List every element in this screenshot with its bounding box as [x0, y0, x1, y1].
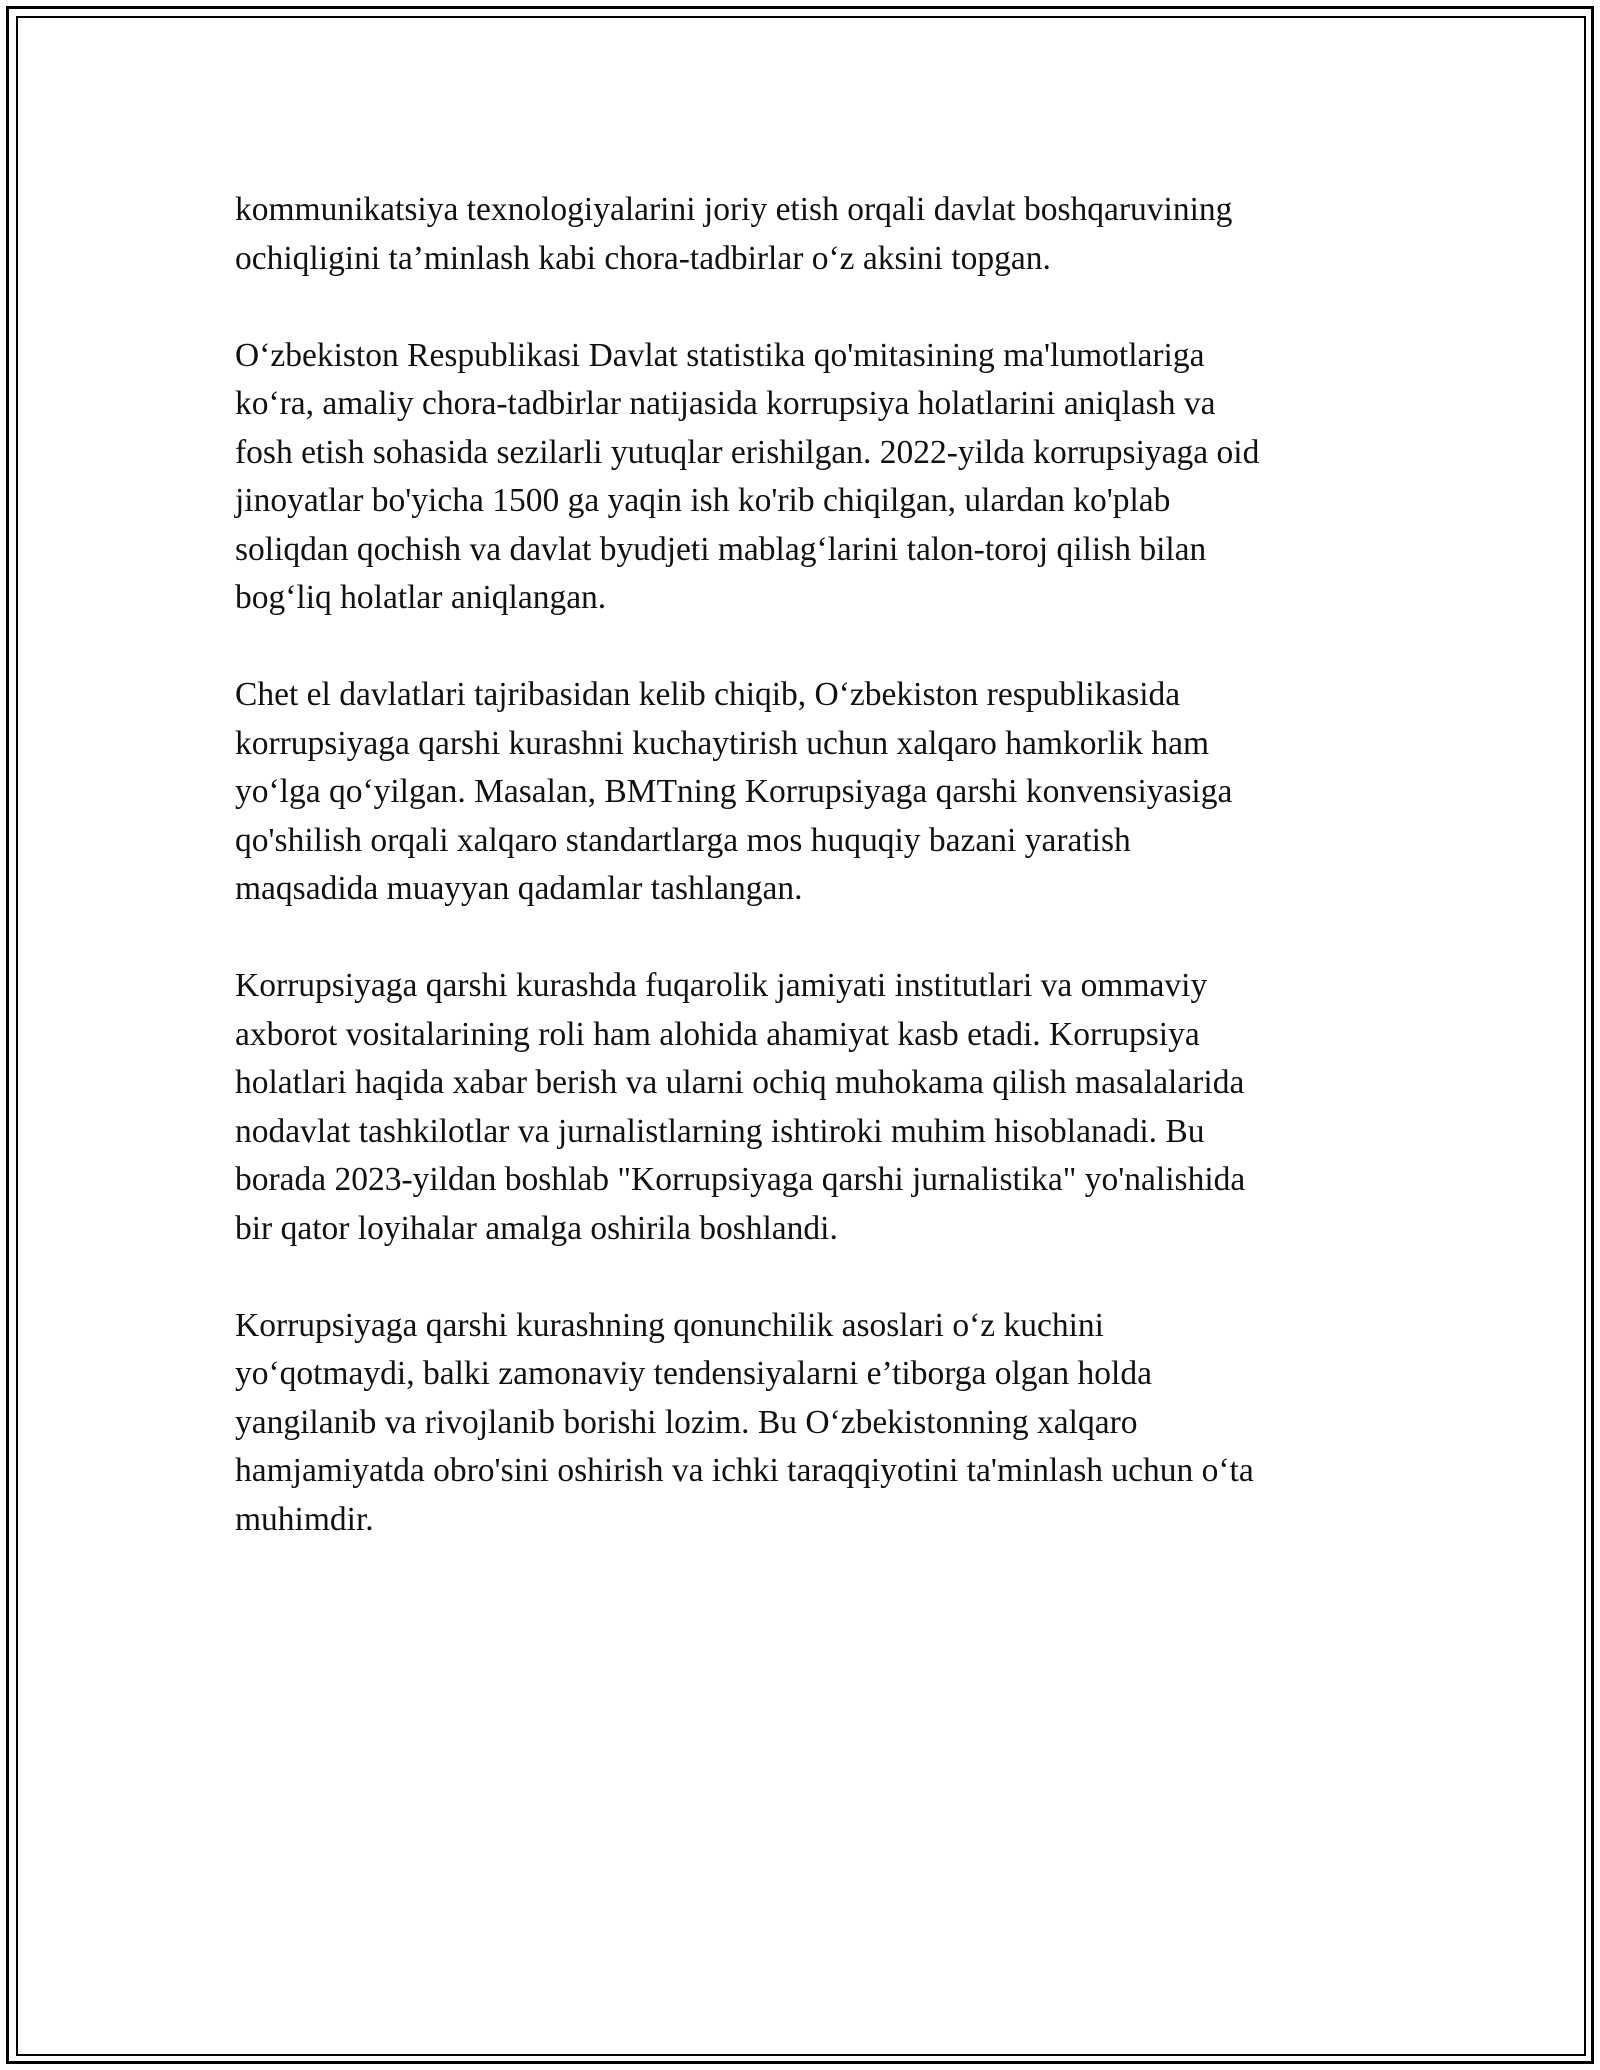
- text-line: O‘zbekiston Respublikasi Davlat statistika qo'mitasining ma'lumotlariga: [235, 336, 1205, 374]
- text-line: yo‘lga qo‘yilgan. Masalan, BMTning Korrupsiyaga qarshi konvensiyasiga: [235, 773, 1233, 810]
- text-line: fosh etish sohasida sezilarli yutuqlar erishilgan. 2022-yilda korrupsiyaga oid: [235, 433, 1260, 471]
- paragraph-2: [235, 332, 1365, 623]
- text-line: Chet el davlatlari tajribasidan kelib chiqib, O‘zbekiston respublikasida: [235, 676, 1181, 713]
- text-line: kommunikatsiya texnologiyalarini joriy etish orqali davlat boshqaruvining: [235, 191, 1233, 228]
- text-line: jinoyatlar bo'yicha 1500 ga yaqin ish ko'rib chiqilgan, ulardan ko'plab: [235, 482, 1171, 519]
- text-line: hamjamiyatda obro'sini oshirish va ichki taraqqiyotini ta'minlash uchun o‘ta: [235, 1452, 1254, 1489]
- text-line: borada 2023-yildan boshlab "Korrupsiyaga qarshi jurnalistika" yo'nalishida: [235, 1161, 1246, 1198]
- text-line: axborot vositalarining roli ham alohida ahamiyat kasb etadi. Korrupsiya: [235, 1015, 1200, 1053]
- text-line: bog‘liq holatlar aniqlangan.: [235, 579, 607, 616]
- text-line: Korrupsiyaga qarshi kurashda fuqarolik jamiyati institutlari va ommaviy: [235, 967, 1208, 1004]
- text-line: yangilanib va rivojlanib borishi lozim. Bu O‘zbekistonning xalqaro: [235, 1403, 1138, 1441]
- text-line: holatlari haqida xabar berish va ularni ochiq muhokama qilish masalalarida: [235, 1064, 1245, 1101]
- text-line: soliqdan qochish va davlat byudjeti mablag‘larini talon-toroj qilish bilan: [235, 530, 1207, 568]
- text-line: yo‘qotmaydi, balki zamonaviy tendensiyalarni e’tiborga olgan holda: [235, 1355, 1152, 1392]
- text-line: ochiqligini ta’minlash kabi chora-tadbirlar o‘z aksini topgan.: [235, 239, 1051, 277]
- text-line: qo'shilish orqali xalqaro standartlarga mos huquqiy bazani yaratish: [235, 821, 1131, 859]
- text-line: Korrupsiyaga qarshi kurashning qonunchilik asoslari o‘z kuchini: [235, 1306, 1104, 1344]
- document-body: [235, 186, 1365, 1544]
- text-line: ko‘ra, amaliy chora-tadbirlar natijasida korrupsiya holatlarini aniqlash va: [235, 385, 1216, 422]
- text-line: maqsadida muayyan qadamlar tashlangan.: [235, 870, 803, 907]
- paragraph-4: [235, 962, 1365, 1253]
- paragraph-3: [235, 671, 1365, 914]
- text-line: korrupsiyaga qarshi kurashni kuchaytirish uchun xalqaro hamkorlik ham: [235, 724, 1210, 762]
- paragraph-5: [235, 1302, 1365, 1545]
- paragraph-1: [235, 186, 1365, 283]
- text-line: bir qator loyihalar amalga oshirila boshlandi.: [235, 1209, 838, 1247]
- text-line: muhimdir.: [235, 1500, 374, 1538]
- text-line: nodavlat tashkilotlar va jurnalistlarning ishtiroki muhim hisoblanadi. Bu: [235, 1112, 1205, 1150]
